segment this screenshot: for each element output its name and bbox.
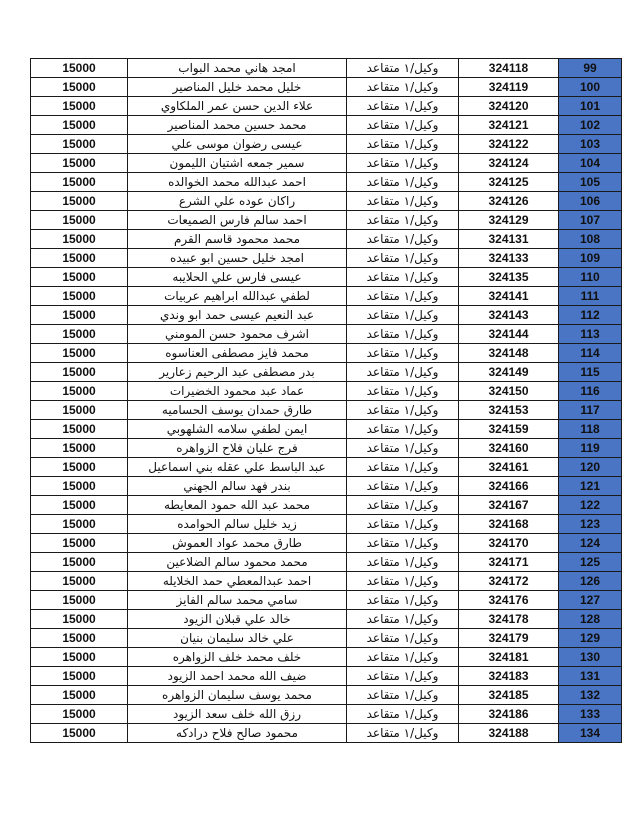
amount-cell: 15000 — [31, 59, 128, 78]
rank-cell: وكيل/١ متقاعد — [347, 116, 459, 135]
rank-cell: وكيل/١ متقاعد — [347, 591, 459, 610]
sequence-number-cell: 100 — [559, 78, 622, 97]
id-number-cell: 324129 — [459, 211, 559, 230]
id-number-cell: 324150 — [459, 382, 559, 401]
sequence-number-cell: 124 — [559, 534, 622, 553]
sequence-number-cell: 117 — [559, 401, 622, 420]
rank-cell: وكيل/١ متقاعد — [347, 363, 459, 382]
table-row — [31, 154, 622, 173]
amount-cell: 15000 — [31, 591, 128, 610]
rank-cell: وكيل/١ متقاعد — [347, 553, 459, 572]
rank-cell: وكيل/١ متقاعد — [347, 192, 459, 211]
id-number-cell: 324181 — [459, 648, 559, 667]
name-cell: محمد عبد الله حمود المعايطه — [128, 496, 347, 515]
name-cell: رزق الله خلف سعد الزيود — [128, 705, 347, 724]
name-cell: سامي محمد سالم الفايز — [128, 591, 347, 610]
table-row — [31, 553, 622, 572]
table-row — [31, 534, 622, 553]
sequence-number-cell: 128 — [559, 610, 622, 629]
sequence-number-cell: 112 — [559, 306, 622, 325]
name-cell: عيسى فارس علي الحلايبه — [128, 268, 347, 287]
id-number-cell: 324171 — [459, 553, 559, 572]
sequence-number-cell: 109 — [559, 249, 622, 268]
rank-cell: وكيل/١ متقاعد — [347, 382, 459, 401]
sequence-number-cell: 120 — [559, 458, 622, 477]
table-row — [31, 458, 622, 477]
amount-cell: 15000 — [31, 249, 128, 268]
name-cell: ايمن لطفي سلامه الشلهوبي — [128, 420, 347, 439]
name-cell: احمد عبدالمعطي حمد الخلايله — [128, 572, 347, 591]
amount-cell: 15000 — [31, 287, 128, 306]
sequence-number-cell: 103 — [559, 135, 622, 154]
sequence-number-cell: 115 — [559, 363, 622, 382]
amount-cell: 15000 — [31, 306, 128, 325]
id-number-cell: 324118 — [459, 59, 559, 78]
table-row — [31, 59, 622, 78]
table-row — [31, 629, 622, 648]
rank-cell: وكيل/١ متقاعد — [347, 78, 459, 97]
rank-cell: وكيل/١ متقاعد — [347, 515, 459, 534]
name-cell: علاء الدين حسن عمر الملكاوي — [128, 97, 347, 116]
amount-cell: 15000 — [31, 553, 128, 572]
id-number-cell: 324121 — [459, 116, 559, 135]
name-cell: محمود صالح فلاح درادكه — [128, 724, 347, 743]
amount-cell: 15000 — [31, 496, 128, 515]
amount-cell: 15000 — [31, 230, 128, 249]
amount-cell: 15000 — [31, 534, 128, 553]
sequence-number-cell: 119 — [559, 439, 622, 458]
name-cell: محمد يوسف سليمان الزواهره — [128, 686, 347, 705]
amount-cell: 15000 — [31, 686, 128, 705]
id-number-cell: 324120 — [459, 97, 559, 116]
amount-cell: 15000 — [31, 439, 128, 458]
table-row — [31, 230, 622, 249]
amount-cell: 15000 — [31, 116, 128, 135]
sequence-number-cell: 132 — [559, 686, 622, 705]
name-cell: بدر مصطفى عبد الرحيم زعارير — [128, 363, 347, 382]
amount-cell: 15000 — [31, 192, 128, 211]
amount-cell: 15000 — [31, 135, 128, 154]
roster-table — [30, 58, 622, 743]
table-row — [31, 477, 622, 496]
amount-cell: 15000 — [31, 211, 128, 230]
amount-cell: 15000 — [31, 629, 128, 648]
rank-cell: وكيل/١ متقاعد — [347, 306, 459, 325]
table-row — [31, 287, 622, 306]
id-number-cell: 324125 — [459, 173, 559, 192]
name-cell: زيد خليل سالم الحوامده — [128, 515, 347, 534]
amount-cell: 15000 — [31, 325, 128, 344]
amount-cell: 15000 — [31, 610, 128, 629]
sequence-number-cell: 111 — [559, 287, 622, 306]
rank-cell: وكيل/١ متقاعد — [347, 439, 459, 458]
amount-cell: 15000 — [31, 515, 128, 534]
table-row — [31, 363, 622, 382]
id-number-cell: 324167 — [459, 496, 559, 515]
amount-cell: 15000 — [31, 363, 128, 382]
amount-cell: 15000 — [31, 477, 128, 496]
name-cell: سمير جمعه اشتيان الليمون — [128, 154, 347, 173]
id-number-cell: 324176 — [459, 591, 559, 610]
sequence-number-cell: 133 — [559, 705, 622, 724]
amount-cell: 15000 — [31, 97, 128, 116]
id-number-cell: 324141 — [459, 287, 559, 306]
id-number-cell: 324183 — [459, 667, 559, 686]
table-row — [31, 268, 622, 287]
name-cell: عبد النعيم عيسى حمد ابو وندي — [128, 306, 347, 325]
table-row — [31, 572, 622, 591]
amount-cell: 15000 — [31, 344, 128, 363]
rank-cell: وكيل/١ متقاعد — [347, 629, 459, 648]
name-cell: ضيف الله محمد احمد الزيود — [128, 667, 347, 686]
amount-cell: 15000 — [31, 173, 128, 192]
table-row — [31, 325, 622, 344]
name-cell: خليل محمد خليل المناصير — [128, 78, 347, 97]
sequence-number-cell: 134 — [559, 724, 622, 743]
id-number-cell: 324144 — [459, 325, 559, 344]
id-number-cell: 324149 — [459, 363, 559, 382]
amount-cell: 15000 — [31, 420, 128, 439]
rank-cell: وكيل/١ متقاعد — [347, 154, 459, 173]
name-cell: بندر فهد سالم الجهني — [128, 477, 347, 496]
table-row — [31, 192, 622, 211]
rank-cell: وكيل/١ متقاعد — [347, 401, 459, 420]
sequence-number-cell: 123 — [559, 515, 622, 534]
id-number-cell: 324172 — [459, 572, 559, 591]
name-cell: علي خالد سليمان بنيان — [128, 629, 347, 648]
table-row — [31, 306, 622, 325]
id-number-cell: 324166 — [459, 477, 559, 496]
sequence-number-cell: 113 — [559, 325, 622, 344]
id-number-cell: 324179 — [459, 629, 559, 648]
sequence-number-cell: 122 — [559, 496, 622, 515]
sequence-number-cell: 125 — [559, 553, 622, 572]
sequence-number-cell: 104 — [559, 154, 622, 173]
sequence-number-cell: 126 — [559, 572, 622, 591]
sequence-number-cell: 99 — [559, 59, 622, 78]
table-row — [31, 344, 622, 363]
sequence-number-cell: 110 — [559, 268, 622, 287]
rank-cell: وكيل/١ متقاعد — [347, 287, 459, 306]
table-row — [31, 686, 622, 705]
table-row — [31, 173, 622, 192]
amount-cell: 15000 — [31, 667, 128, 686]
id-number-cell: 324170 — [459, 534, 559, 553]
table-row — [31, 439, 622, 458]
amount-cell: 15000 — [31, 724, 128, 743]
id-number-cell: 324153 — [459, 401, 559, 420]
table-row — [31, 648, 622, 667]
table-row — [31, 211, 622, 230]
table-row — [31, 724, 622, 743]
rank-cell: وكيل/١ متقاعد — [347, 173, 459, 192]
sequence-number-cell: 108 — [559, 230, 622, 249]
table-row — [31, 496, 622, 515]
table-row — [31, 401, 622, 420]
id-number-cell: 324122 — [459, 135, 559, 154]
rank-cell: وكيل/١ متقاعد — [347, 325, 459, 344]
rank-cell: وكيل/١ متقاعد — [347, 496, 459, 515]
id-number-cell: 324131 — [459, 230, 559, 249]
table-row — [31, 97, 622, 116]
name-cell: محمد حسين محمد المناصير — [128, 116, 347, 135]
table-row — [31, 610, 622, 629]
name-cell: احمد سالم فارس الصميعات — [128, 211, 347, 230]
sequence-number-cell: 130 — [559, 648, 622, 667]
name-cell: محمد فايز مصطفى العناسوه — [128, 344, 347, 363]
name-cell: فرج عليان فلاح الزواهره — [128, 439, 347, 458]
rank-cell: وكيل/١ متقاعد — [347, 705, 459, 724]
rank-cell: وكيل/١ متقاعد — [347, 249, 459, 268]
name-cell: طارق محمد عواد العموش — [128, 534, 347, 553]
rank-cell: وكيل/١ متقاعد — [347, 667, 459, 686]
sequence-number-cell: 101 — [559, 97, 622, 116]
sequence-number-cell: 107 — [559, 211, 622, 230]
name-cell: راكان عوده علي الشرع — [128, 192, 347, 211]
rank-cell: وكيل/١ متقاعد — [347, 458, 459, 477]
rank-cell: وكيل/١ متقاعد — [347, 97, 459, 116]
table-row — [31, 515, 622, 534]
rank-cell: وكيل/١ متقاعد — [347, 477, 459, 496]
amount-cell: 15000 — [31, 705, 128, 724]
name-cell: خالد علي قبلان الزيود — [128, 610, 347, 629]
id-number-cell: 324143 — [459, 306, 559, 325]
name-cell: عماد عبد محمود الخضيرات — [128, 382, 347, 401]
rank-cell: وكيل/١ متقاعد — [347, 211, 459, 230]
id-number-cell: 324133 — [459, 249, 559, 268]
table-row — [31, 116, 622, 135]
id-number-cell: 324135 — [459, 268, 559, 287]
rank-cell: وكيل/١ متقاعد — [347, 534, 459, 553]
id-number-cell: 324159 — [459, 420, 559, 439]
rank-cell: وكيل/١ متقاعد — [347, 686, 459, 705]
sequence-number-cell: 127 — [559, 591, 622, 610]
table-row — [31, 249, 622, 268]
name-cell: محمد محمود سالم الضلاعين — [128, 553, 347, 572]
name-cell: طارق حمدان يوسف الحساميه — [128, 401, 347, 420]
table-row — [31, 78, 622, 97]
sequence-number-cell: 102 — [559, 116, 622, 135]
amount-cell: 15000 — [31, 458, 128, 477]
amount-cell: 15000 — [31, 572, 128, 591]
amount-cell: 15000 — [31, 78, 128, 97]
id-number-cell: 324161 — [459, 458, 559, 477]
rank-cell: وكيل/١ متقاعد — [347, 268, 459, 287]
name-cell: عيسى رضوان موسى علي — [128, 135, 347, 154]
sequence-number-cell: 131 — [559, 667, 622, 686]
amount-cell: 15000 — [31, 648, 128, 667]
table-row — [31, 135, 622, 154]
amount-cell: 15000 — [31, 154, 128, 173]
id-number-cell: 324185 — [459, 686, 559, 705]
table-row — [31, 420, 622, 439]
id-number-cell: 324188 — [459, 724, 559, 743]
sequence-number-cell: 105 — [559, 173, 622, 192]
name-cell: محمد محمود قاسم القرم — [128, 230, 347, 249]
id-number-cell: 324124 — [459, 154, 559, 173]
id-number-cell: 324148 — [459, 344, 559, 363]
rank-cell: وكيل/١ متقاعد — [347, 135, 459, 154]
id-number-cell: 324186 — [459, 705, 559, 724]
rank-cell: وكيل/١ متقاعد — [347, 648, 459, 667]
name-cell: لطفي عبدالله ابراهيم عربيات — [128, 287, 347, 306]
rank-cell: وكيل/١ متقاعد — [347, 344, 459, 363]
name-cell: امجد خليل حسين ابو عبيده — [128, 249, 347, 268]
table-row — [31, 382, 622, 401]
name-cell: اشرف محمود حسن المومني — [128, 325, 347, 344]
id-number-cell: 324126 — [459, 192, 559, 211]
sequence-number-cell: 129 — [559, 629, 622, 648]
rank-cell: وكيل/١ متقاعد — [347, 59, 459, 78]
name-cell: خلف محمد خلف الزواهره — [128, 648, 347, 667]
amount-cell: 15000 — [31, 382, 128, 401]
rank-cell: وكيل/١ متقاعد — [347, 610, 459, 629]
rank-cell: وكيل/١ متقاعد — [347, 420, 459, 439]
id-number-cell: 324119 — [459, 78, 559, 97]
id-number-cell: 324160 — [459, 439, 559, 458]
amount-cell: 15000 — [31, 268, 128, 287]
sequence-number-cell: 114 — [559, 344, 622, 363]
rank-cell: وكيل/١ متقاعد — [347, 572, 459, 591]
id-number-cell: 324178 — [459, 610, 559, 629]
sequence-number-cell: 116 — [559, 382, 622, 401]
id-number-cell: 324168 — [459, 515, 559, 534]
table-row — [31, 705, 622, 724]
sequence-number-cell: 106 — [559, 192, 622, 211]
sequence-number-cell: 121 — [559, 477, 622, 496]
name-cell: امجد هاني محمد البواب — [128, 59, 347, 78]
name-cell: احمد عبدالله محمد الخوالده — [128, 173, 347, 192]
table-row — [31, 667, 622, 686]
rank-cell: وكيل/١ متقاعد — [347, 724, 459, 743]
rank-cell: وكيل/١ متقاعد — [347, 230, 459, 249]
roster-body — [31, 59, 622, 743]
table-row — [31, 591, 622, 610]
name-cell: عبد الباسط علي عقله بني اسماعيل — [128, 458, 347, 477]
sequence-number-cell: 118 — [559, 420, 622, 439]
amount-cell: 15000 — [31, 401, 128, 420]
